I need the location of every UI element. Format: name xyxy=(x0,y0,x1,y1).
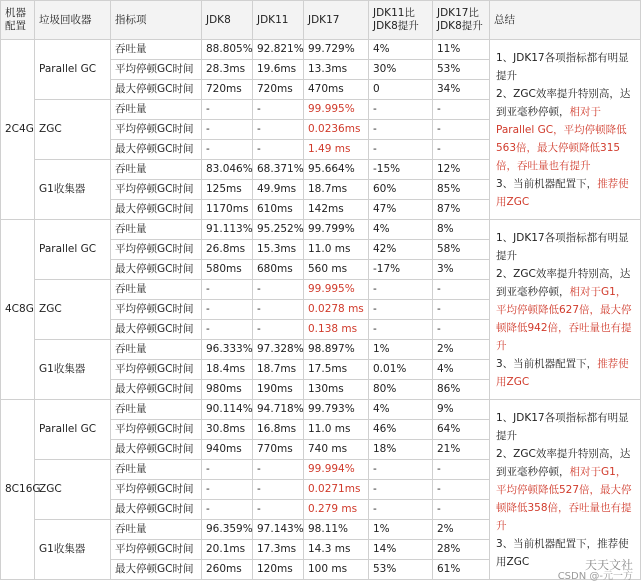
jdk17-value-cell: 0.0278 ms xyxy=(304,300,369,320)
jdk11-improvement-cell: 18% xyxy=(369,440,433,460)
jdk11-improvement-cell: 46% xyxy=(369,420,433,440)
jdk11-improvement-cell: - xyxy=(369,140,433,160)
summary-text: 3、当前机器配置下， xyxy=(496,177,598,190)
jdk8-value-cell: - xyxy=(202,300,253,320)
metric-cell: 平均停顿GC时间 xyxy=(111,480,202,500)
jdk17-improvement-cell: 87% xyxy=(433,200,490,220)
jdk17-value-cell: 13.3ms xyxy=(304,60,369,80)
summary-text: 1、JDK17各项指标都有明显提升 xyxy=(496,51,629,82)
jdk17-value-cell: 99.799% xyxy=(304,220,369,240)
jdk17-value-cell: 560 ms xyxy=(304,260,369,280)
machine-config-cell: 2C4G xyxy=(1,40,35,220)
jdk11-value-cell: 97.143% xyxy=(253,520,304,540)
jdk17-improvement-cell: - xyxy=(433,280,490,300)
summary-text: 推荐使用ZGC xyxy=(496,357,629,388)
table-row xyxy=(1,220,641,240)
collector-cell: G1收集器 xyxy=(35,520,111,580)
jdk11-value-cell: 97.328% xyxy=(253,340,304,360)
jdk17-improvement-cell: 28% xyxy=(433,540,490,560)
jdk11-improvement-cell: 47% xyxy=(369,200,433,220)
header-jdk17-vs-jdk8: JDK17比JDK8提升 xyxy=(433,1,490,40)
jdk17-value-cell: 99.729% xyxy=(304,40,369,60)
jdk8-value-cell: - xyxy=(202,100,253,120)
jdk17-improvement-cell: 64% xyxy=(433,420,490,440)
summary-text: 2、ZGC效率提升特别高，达到亚毫秒停顿， xyxy=(496,447,631,478)
jdk8-value-cell: - xyxy=(202,320,253,340)
collector-cell: Parallel GC xyxy=(35,220,111,280)
metric-cell: 吞吐量 xyxy=(111,460,202,480)
machine-config-cell: 4C8G xyxy=(1,220,35,400)
jdk11-improvement-cell: 53% xyxy=(369,560,433,580)
jdk11-value-cell: 49.9ms xyxy=(253,180,304,200)
jdk11-improvement-cell: 4% xyxy=(369,220,433,240)
jdk17-improvement-cell: 61% xyxy=(433,560,490,580)
jdk11-value-cell: 190ms xyxy=(253,380,304,400)
metric-cell: 最大停顿GC时间 xyxy=(111,200,202,220)
jdk11-value-cell: 68.371% xyxy=(253,160,304,180)
jdk11-value-cell: - xyxy=(253,120,304,140)
jdk11-value-cell: 15.3ms xyxy=(253,240,304,260)
jdk17-improvement-cell: 58% xyxy=(433,240,490,260)
jdk11-value-cell: - xyxy=(253,280,304,300)
metric-cell: 吞吐量 xyxy=(111,280,202,300)
jdk11-value-cell: 610ms xyxy=(253,200,304,220)
summary-text: 3、当前机器配置下，推荐使用ZGC xyxy=(496,537,629,568)
jdk17-improvement-cell: 53% xyxy=(433,60,490,80)
metric-cell: 最大停顿GC时间 xyxy=(111,140,202,160)
jdk17-improvement-cell: 8% xyxy=(433,220,490,240)
jdk8-value-cell: - xyxy=(202,480,253,500)
metric-cell: 吞吐量 xyxy=(111,220,202,240)
jdk17-improvement-cell: 3% xyxy=(433,260,490,280)
metric-cell: 最大停顿GC时间 xyxy=(111,260,202,280)
header-metric: 指标项 xyxy=(111,1,202,40)
jdk11-value-cell: 94.718% xyxy=(253,400,304,420)
summary-text: 相对于G1，平均停顿降低527倍，最大停顿降低358倍，吞吐量也有提升 xyxy=(496,465,632,532)
jdk8-value-cell: 96.359% xyxy=(202,520,253,540)
summary-text: 3、当前机器配置下， xyxy=(496,357,598,370)
jdk11-improvement-cell: 1% xyxy=(369,340,433,360)
summary-text: 2、ZGC效率提升特别高，达到亚毫秒停顿， xyxy=(496,267,631,298)
jdk8-value-cell: 88.805% xyxy=(202,40,253,60)
jdk17-improvement-cell: 4% xyxy=(433,360,490,380)
jdk11-value-cell: 19.6ms xyxy=(253,60,304,80)
jdk17-value-cell: 99.994% xyxy=(304,460,369,480)
jdk17-value-cell: 17.5ms xyxy=(304,360,369,380)
jdk11-value-cell: 17.3ms xyxy=(253,540,304,560)
metric-cell: 吞吐量 xyxy=(111,40,202,60)
table-body xyxy=(1,40,641,580)
jdk8-value-cell: - xyxy=(202,120,253,140)
jdk17-value-cell: 99.995% xyxy=(304,280,369,300)
jdk17-value-cell: 0.0271ms xyxy=(304,480,369,500)
jdk11-value-cell: 16.8ms xyxy=(253,420,304,440)
jdk8-value-cell: - xyxy=(202,140,253,160)
header-collector: 垃圾回收器 xyxy=(35,1,111,40)
jdk11-improvement-cell: - xyxy=(369,460,433,480)
jdk11-improvement-cell: 14% xyxy=(369,540,433,560)
metric-cell: 平均停顿GC时间 xyxy=(111,360,202,380)
jdk11-value-cell: 95.252% xyxy=(253,220,304,240)
summary-text: 1、JDK17各项指标都有明显提升 xyxy=(496,231,629,262)
jdk17-value-cell: 98.897% xyxy=(304,340,369,360)
summary-text: 1、JDK17各项指标都有明显提升 xyxy=(496,411,629,442)
metric-cell: 最大停顿GC时间 xyxy=(111,320,202,340)
jdk11-improvement-cell: - xyxy=(369,320,433,340)
jdk8-value-cell: - xyxy=(202,500,253,520)
jdk11-value-cell: 92.821% xyxy=(253,40,304,60)
jdk8-value-cell: 20.1ms xyxy=(202,540,253,560)
jdk17-improvement-cell: - xyxy=(433,500,490,520)
jdk8-value-cell: 1170ms xyxy=(202,200,253,220)
jdk8-value-cell: 28.3ms xyxy=(202,60,253,80)
jdk17-value-cell: 740 ms xyxy=(304,440,369,460)
table-row xyxy=(1,40,641,60)
jdk11-value-cell: 720ms xyxy=(253,80,304,100)
watermark xyxy=(558,559,633,583)
metric-cell: 平均停顿GC时间 xyxy=(111,240,202,260)
metric-cell: 平均停顿GC时间 xyxy=(111,120,202,140)
jdk17-value-cell: 99.995% xyxy=(304,100,369,120)
metric-cell: 平均停顿GC时间 xyxy=(111,300,202,320)
jdk17-improvement-cell: 86% xyxy=(433,380,490,400)
jdk11-improvement-cell: 4% xyxy=(369,400,433,420)
collector-cell: Parallel GC xyxy=(35,400,111,460)
header-summary: 总结 xyxy=(490,1,641,40)
header-jdk11: JDK11 xyxy=(253,1,304,40)
header-machine: 机器配置 xyxy=(1,1,35,40)
jdk11-improvement-cell: - xyxy=(369,500,433,520)
jdk17-improvement-cell: - xyxy=(433,300,490,320)
metric-cell: 平均停顿GC时间 xyxy=(111,540,202,560)
jdk8-value-cell: 91.113% xyxy=(202,220,253,240)
jdk11-improvement-cell: 30% xyxy=(369,60,433,80)
jdk17-value-cell: 0.279 ms xyxy=(304,500,369,520)
summary-text: 推荐使用ZGC xyxy=(496,177,629,208)
jdk11-improvement-cell: - xyxy=(369,280,433,300)
jdk17-improvement-cell: 85% xyxy=(433,180,490,200)
collector-cell: G1收集器 xyxy=(35,340,111,400)
jdk11-value-cell: 680ms xyxy=(253,260,304,280)
jdk17-value-cell: 18.7ms xyxy=(304,180,369,200)
jdk17-value-cell: 11.0 ms xyxy=(304,420,369,440)
metric-cell: 平均停顿GC时间 xyxy=(111,60,202,80)
jdk11-improvement-cell: 60% xyxy=(369,180,433,200)
jdk17-value-cell: 98.11% xyxy=(304,520,369,540)
jdk17-value-cell: 14.3 ms xyxy=(304,540,369,560)
jdk11-value-cell: - xyxy=(253,100,304,120)
jdk8-value-cell: - xyxy=(202,280,253,300)
jdk17-improvement-cell: 12% xyxy=(433,160,490,180)
jdk17-improvement-cell: - xyxy=(433,100,490,120)
jdk8-value-cell: 96.333% xyxy=(202,340,253,360)
machine-config-cell: 8C16G xyxy=(1,400,35,580)
jdk11-value-cell: - xyxy=(253,500,304,520)
jdk17-value-cell: 0.0236ms xyxy=(304,120,369,140)
jdk8-value-cell: 720ms xyxy=(202,80,253,100)
jdk17-value-cell: 0.138 ms xyxy=(304,320,369,340)
jdk8-value-cell: 30.8ms xyxy=(202,420,253,440)
summary-cell xyxy=(490,400,641,580)
jdk11-improvement-cell: - xyxy=(369,100,433,120)
jdk8-value-cell: 580ms xyxy=(202,260,253,280)
header-row xyxy=(1,1,641,40)
collector-cell: ZGC xyxy=(35,280,111,340)
jdk17-value-cell: 142ms xyxy=(304,200,369,220)
metric-cell: 吞吐量 xyxy=(111,520,202,540)
metric-cell: 吞吐量 xyxy=(111,400,202,420)
jdk11-value-cell: - xyxy=(253,460,304,480)
jdk8-value-cell: 83.046% xyxy=(202,160,253,180)
jdk11-improvement-cell: - xyxy=(369,120,433,140)
jdk17-improvement-cell: 11% xyxy=(433,40,490,60)
jdk11-improvement-cell: 42% xyxy=(369,240,433,260)
summary-text: 相对于G1，平均停顿降低627倍，最大停顿降低942倍，吞吐量也有提升 xyxy=(496,285,632,352)
jdk17-value-cell: 100 ms xyxy=(304,560,369,580)
jdk11-improvement-cell: 4% xyxy=(369,40,433,60)
collector-cell: G1收集器 xyxy=(35,160,111,220)
summary-cell xyxy=(490,40,641,220)
jdk11-improvement-cell: 0.01% xyxy=(369,360,433,380)
header-jdk17: JDK17 xyxy=(304,1,369,40)
metric-cell: 吞吐量 xyxy=(111,100,202,120)
metric-cell: 最大停顿GC时间 xyxy=(111,80,202,100)
metric-cell: 最大停顿GC时间 xyxy=(111,440,202,460)
watermark-sub: CSDN @-元一方 xyxy=(557,571,633,582)
jdk17-improvement-cell: - xyxy=(433,120,490,140)
jdk17-value-cell: 95.664% xyxy=(304,160,369,180)
metric-cell: 平均停顿GC时间 xyxy=(111,420,202,440)
jdk8-value-cell: 980ms xyxy=(202,380,253,400)
jdk11-improvement-cell: -15% xyxy=(369,160,433,180)
metric-cell: 吞吐量 xyxy=(111,340,202,360)
collector-cell: ZGC xyxy=(35,100,111,160)
collector-cell: Parallel GC xyxy=(35,40,111,100)
metric-cell: 最大停顿GC时间 xyxy=(111,560,202,580)
header-jdk8: JDK8 xyxy=(202,1,253,40)
jdk17-improvement-cell: - xyxy=(433,140,490,160)
jdk11-improvement-cell: 80% xyxy=(369,380,433,400)
jdk11-value-cell: - xyxy=(253,480,304,500)
jdk8-value-cell: - xyxy=(202,460,253,480)
jdk17-improvement-cell: 21% xyxy=(433,440,490,460)
jdk8-value-cell: 260ms xyxy=(202,560,253,580)
jdk17-value-cell: 1.49 ms xyxy=(304,140,369,160)
jdk17-improvement-cell: 2% xyxy=(433,520,490,540)
metric-cell: 最大停顿GC时间 xyxy=(111,380,202,400)
jdk17-improvement-cell: 34% xyxy=(433,80,490,100)
jdk17-value-cell: 130ms xyxy=(304,380,369,400)
jdk17-improvement-cell: - xyxy=(433,480,490,500)
collector-cell: ZGC xyxy=(35,460,111,520)
jdk8-value-cell: 90.114% xyxy=(202,400,253,420)
summary-text: 2、ZGC效率提升特别高，达到亚毫秒停顿， xyxy=(496,87,631,118)
jdk17-value-cell: 11.0 ms xyxy=(304,240,369,260)
jdk17-improvement-cell: 2% xyxy=(433,340,490,360)
jdk17-improvement-cell: 9% xyxy=(433,400,490,420)
jdk11-improvement-cell: 0 xyxy=(369,80,433,100)
table-row xyxy=(1,400,641,420)
metric-cell: 最大停顿GC时间 xyxy=(111,500,202,520)
jdk11-improvement-cell: - xyxy=(369,480,433,500)
jdk8-value-cell: 18.4ms xyxy=(202,360,253,380)
metric-cell: 吞吐量 xyxy=(111,160,202,180)
jdk8-value-cell: 26.8ms xyxy=(202,240,253,260)
jdk17-value-cell: 99.793% xyxy=(304,400,369,420)
jdk11-value-cell: 18.7ms xyxy=(253,360,304,380)
jdk11-improvement-cell: 1% xyxy=(369,520,433,540)
jdk17-value-cell: 470ms xyxy=(304,80,369,100)
watermark-main: 天天文社 xyxy=(584,558,633,572)
jdk17-improvement-cell: - xyxy=(433,320,490,340)
jdk17-improvement-cell: - xyxy=(433,460,490,480)
jdk8-value-cell: 125ms xyxy=(202,180,253,200)
jdk8-value-cell: 940ms xyxy=(202,440,253,460)
jdk11-value-cell: 770ms xyxy=(253,440,304,460)
jdk11-value-cell: - xyxy=(253,140,304,160)
jdk11-improvement-cell: -17% xyxy=(369,260,433,280)
jdk11-value-cell: - xyxy=(253,300,304,320)
metric-cell: 平均停顿GC时间 xyxy=(111,180,202,200)
jdk11-value-cell: 120ms xyxy=(253,560,304,580)
jdk11-value-cell: - xyxy=(253,320,304,340)
jdk11-improvement-cell: - xyxy=(369,300,433,320)
header-jdk11-vs-jdk8: JDK11比JDK8提升 xyxy=(369,1,433,40)
summary-cell xyxy=(490,220,641,400)
summary-text: 相对于Parallel GC，平均停顿降低563倍，最大停顿降低315倍，吞吐量也有提升 xyxy=(496,105,627,172)
